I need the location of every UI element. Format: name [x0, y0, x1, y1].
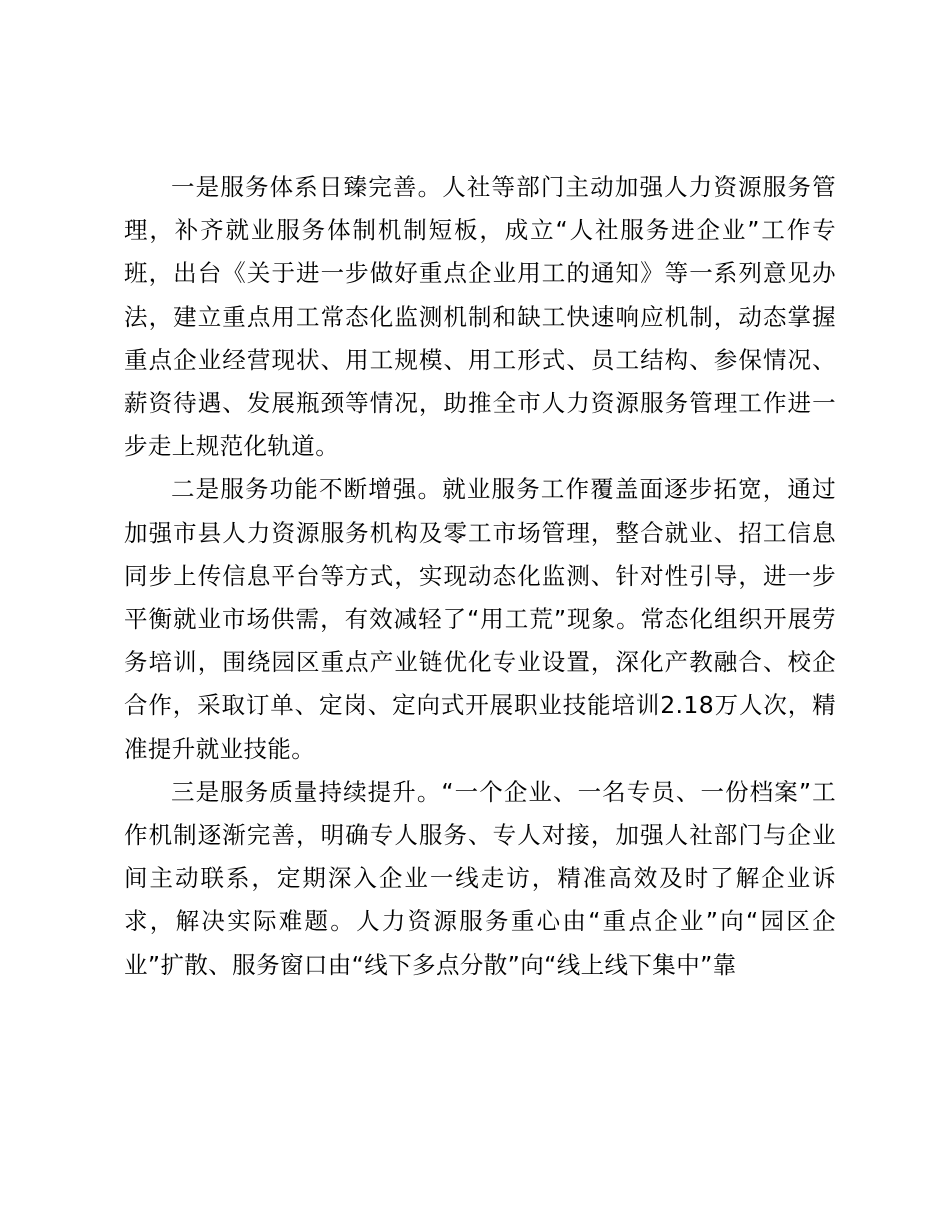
paragraph-service-quality: 三是服务质量持续提升。“一个企业、一名专员、一份档案”工作机制逐渐完善，明确专人服务、专人对接，加强人社部门与企业间主动联系，定期深入企业一线走访，精准高效及时了解企业诉求，解决实际难题。人力资源服务重心由“重点企业”向“园区企业”扩散、服务窗口由“线下多点分散”向“线上线下集中”靠 [124, 777, 836, 979]
body-text [124, 166, 836, 987]
paragraph-service-system: 一是服务体系日臻完善。人社等部门主动加强人力资源服务管理，补齐就业服务体制机制短板，成立“人社服务进企业”工作专班，出台《关于进一步做好重点企业用工的通知》等一系列意见办法，建立重点用工常态化监测机制和缺工快速响应机制，动态掌握重点企业经营现状、用工规模、用工形式、员工结构、参保情况、薪资待遇、发展瓶颈等情况，助推全市人力资源服务管理工作进一步走上规范化轨道。 [124, 173, 836, 461]
paragraph-service-function: 二是服务功能不断增强。就业服务工作覆盖面逐步拓宽，通过加强市县人力资源服务机构及零工市场管理，整合就业、招工信息同步上传信息平台等方式，实现动态化监测、针对性引导，进一步平衡就业市场供需，有效减轻了“用工荒”现象。常态化组织开展劳务培训，围绕园区重点产业链优化专业设置，深化产教融合、校企合作，采取订单、定岗、定向式开展职业技能培训2.18万人次，精准提升就业技能。 [124, 475, 836, 763]
